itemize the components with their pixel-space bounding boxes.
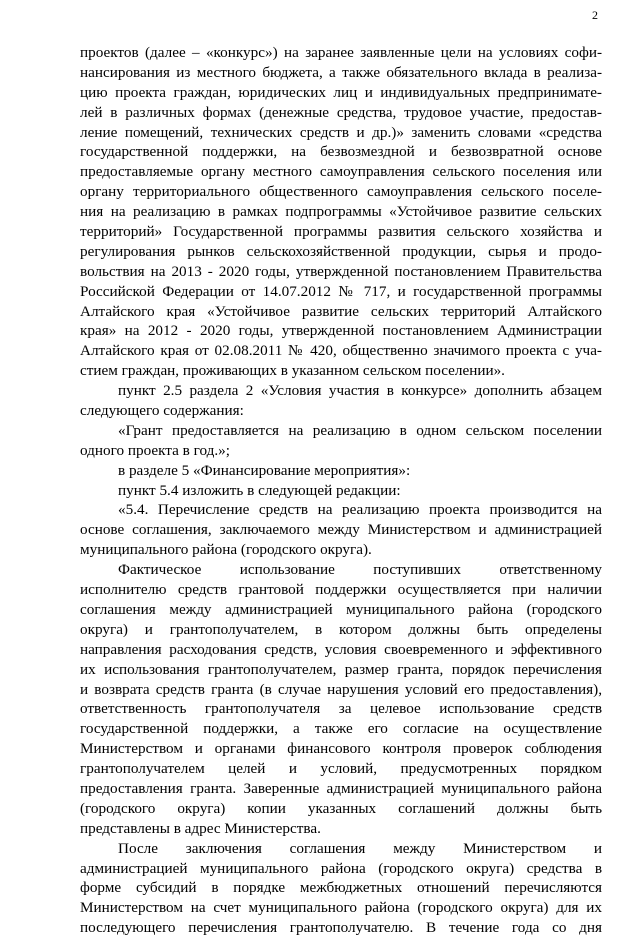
text-line: территорий» Государственной программы развития сельского хозяйства и <box>80 223 602 241</box>
text-line: регулирования рынков сельскохозяйственной продукции, сырья и продо- <box>80 242 602 260</box>
text-line: пункт 5.4 изложить в следующей редакции: <box>118 481 401 499</box>
text-line: органу территориального общественного самоуправления сельского поселе- <box>80 183 602 201</box>
text-line: Министерством на счет муниципального района (городского округа) для их <box>80 899 602 917</box>
text-line: пункт 2.5 раздела 2 «Условия участия в конкурсе» дополнить абзацем <box>118 382 602 400</box>
text-line: муниципального района (городского округа). <box>80 541 372 559</box>
text-line: государственной поддержки, а также его согласие на осуществление <box>80 720 602 738</box>
text-line: Министерством и органами финансового контроля проверок соблюдения <box>80 740 602 758</box>
text-line: «Грант предоставляется на реализацию в одном сельском поселении <box>118 421 602 439</box>
text-line: представлены в адрес Министерства. <box>80 819 321 837</box>
text-line: Алтайского края от 02.08.2011 № 420, общественно значимого проекта с уча- <box>80 342 602 360</box>
text-line: основе соглашения, заключаемого между Министерством и администрацией <box>80 521 602 539</box>
text-line: исполнителю средств грантовой поддержки осуществляется при наличии <box>80 581 602 599</box>
text-line: цию проекта граждан, юридических лиц и индивидуальных предпринимате- <box>80 83 602 101</box>
text-line: следующего содержания: <box>80 402 244 420</box>
text-line: предоставляемые органу местного самоуправления сельского поселения или <box>80 163 602 181</box>
text-line: «5.4. Перечисление средств на реализацию проекта производится на <box>118 501 602 519</box>
text-line: Российской Федерации от 14.07.2012 № 717, и государственной программы <box>80 282 602 300</box>
text-line: направления расходования средств, условия своевременного и эффективного <box>80 640 602 658</box>
page-number: 2 <box>592 8 598 22</box>
text-line: государственной поддержки, на безвозмездной и безвозвратной основе <box>80 143 602 161</box>
text-line: и возврата средств гранта (в случае нарушения условий его предоставления), <box>80 680 602 698</box>
text-line: соглашения между администрацией муниципального района (городского <box>80 600 602 618</box>
text-line: предоставления гранта. Заверенные администрацией муниципального района <box>80 779 602 797</box>
text-line: (городского округа) копии указанных соглашений должны быть <box>80 799 602 817</box>
text-line: одного проекта в год.»; <box>80 441 230 459</box>
text-line: лей в различных формах (денежные средства, трудовое участие, предостав- <box>80 103 602 121</box>
text-line: ление помещений, технических средств и др.)» заменить словами «средства <box>80 123 602 141</box>
text-line: форме субсидий в порядке межбюджетных отношений перечисляются <box>80 879 602 897</box>
text-line: Алтайского края «Устойчивое развитие сельских территорий Алтайского <box>80 302 602 320</box>
text-line: нансирования из местного бюджета, а также обязательного вклада в реализа- <box>80 63 602 81</box>
text-line: администрацией муниципального района (городского округа) средства в <box>80 859 602 877</box>
text-line: вольствия на 2013 - 2020 годы, утвержденной постановлением Правительства <box>80 262 602 280</box>
text-line: проектов (далее – «конкурс») на заранее заявленные цели на условиях софи- <box>80 44 602 61</box>
text-line: стием граждан, проживающих в указанном сельском поселении». <box>80 362 505 380</box>
text-line: После заключения соглашения между Министерством и <box>118 839 602 857</box>
text-line: последующего перечисления грантополучателю. В течение года со дня <box>80 919 602 937</box>
text-line: округа) и грантополучателем, в котором должны быть определены <box>80 620 602 638</box>
document-body <box>80 43 602 938</box>
text-line: края» на 2012 - 2020 годы, утвержденной постановлением Администрации <box>80 322 602 340</box>
text-line: ответственность грантополучателя за целевое использование средств <box>80 700 602 718</box>
text-line: их использования грантополучателем, размер гранта, порядок перечисления <box>80 660 602 678</box>
text-line: Фактическое использование поступивших ответственному <box>118 561 602 579</box>
text-line: грантополучателем целей и условий, предусмотренных порядком <box>80 760 602 778</box>
text-line: ния на реализацию в рамках подпрограммы «Устойчивое развитие сельских <box>80 203 602 221</box>
text-line: в разделе 5 «Финансирование мероприятия»: <box>118 461 411 479</box>
